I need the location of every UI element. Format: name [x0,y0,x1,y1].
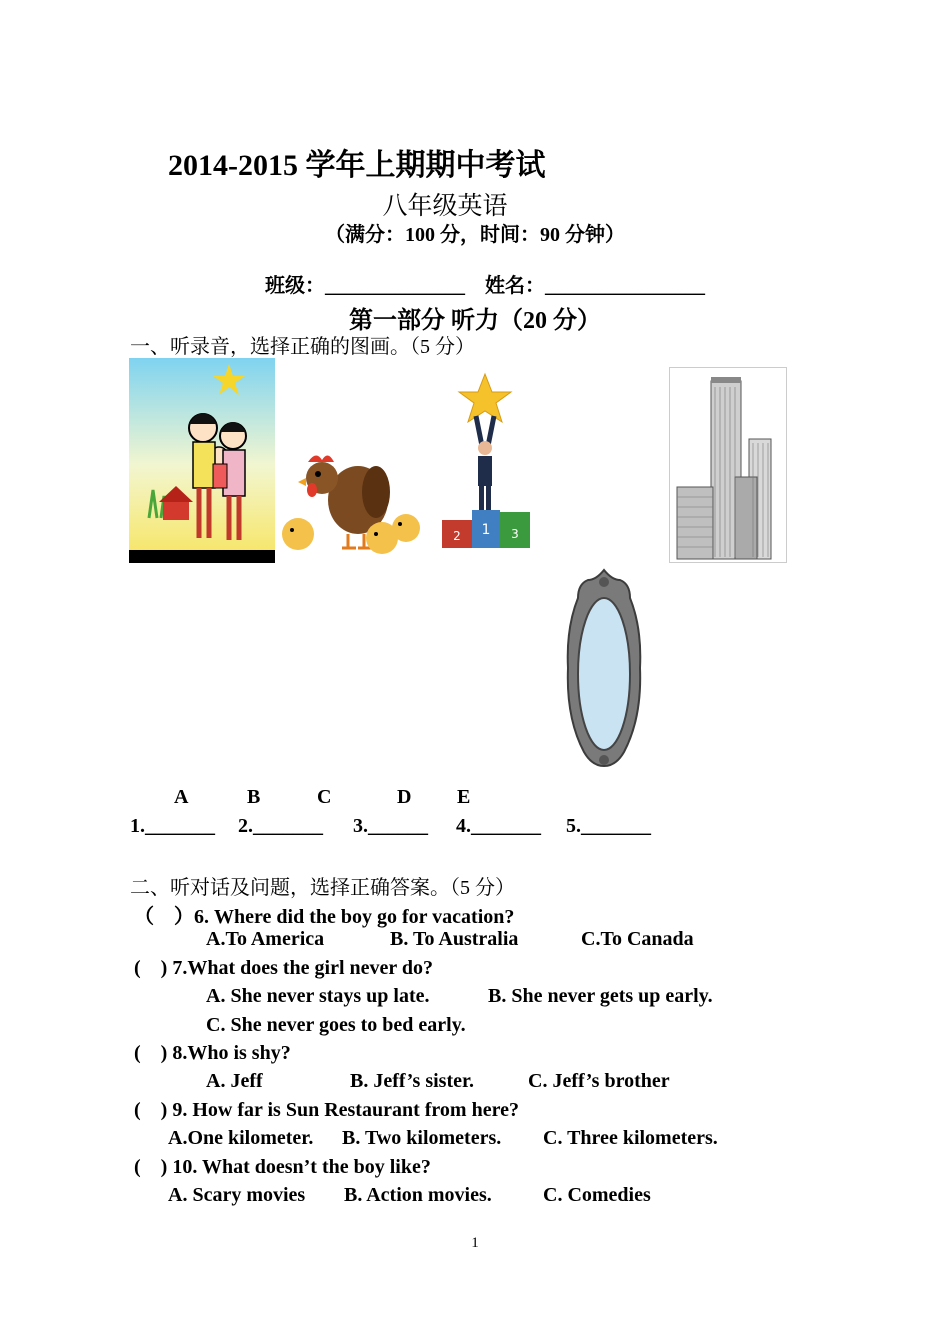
exam-subtitle: 八年级英语 [382,193,508,220]
family-picture-icon [129,358,275,563]
class-blank[interactable]: ______________ [325,275,465,297]
q10-option-a[interactable]: A. Scary movies [168,1184,306,1206]
q7-option-a[interactable]: A. She never stays up late. [206,985,430,1007]
q6-option-a[interactable]: A.To America [206,928,325,950]
winner-podium-icon [440,372,532,548]
hen-and-chicks-icon [278,448,424,560]
student-info-line [255,246,705,298]
q8-option-b[interactable]: B. Jeff’s sister. [350,1070,475,1092]
letter-a: A [174,786,189,808]
page-number: 1 [471,1235,479,1251]
q9-option-c[interactable]: C. Three kilometers. [543,1127,718,1149]
answer-blank-1[interactable]: 1._______ [130,815,215,837]
mirror-icon [562,568,646,768]
name-label: 姓名： [485,275,545,297]
q6-option-b[interactable]: B. To Australia [390,928,519,950]
svg-text:3: 3 [511,527,519,541]
q8-option-a[interactable]: A. Jeff [206,1070,263,1092]
part1-heading: 第一部分 听力（20 分） [349,308,601,334]
exam-info: （满分：100 分，时间：90 分钟） [325,224,625,246]
section1-heading: 一、听录音，选择正确的图画。（5 分） [130,336,475,358]
question-9: ( ) 9. How far is Sun Restaurant from here? [134,1099,519,1121]
q7-option-c[interactable]: C. She never goes to bed early. [206,1014,466,1036]
q6-option-c[interactable]: C.To Canada [581,928,694,950]
q9-option-a[interactable]: A.One kilometer. [168,1127,314,1149]
skyscrapers-icon [669,367,787,563]
q10-option-b[interactable]: B. Action movies. [344,1184,492,1206]
answer-blank-4[interactable]: 4._______ [456,815,541,837]
question-6: （ ）6. Where did the boy go for vacation? [134,906,515,928]
section2-heading: 二、听对话及问题，选择正确答案。（5 分） [130,877,515,899]
question-10: ( ) 10. What doesn’t the boy like? [134,1156,431,1178]
answer-blank-3[interactable]: 3.______ [353,815,428,837]
letter-b: B [247,786,261,808]
name-blank[interactable]: ________________ [545,275,705,297]
answer-blank-5[interactable]: 5._______ [566,815,651,837]
q10-option-c[interactable]: C. Comedies [543,1184,651,1206]
q7-option-b[interactable]: B. She never gets up early. [488,985,713,1007]
letter-c: C [317,786,332,808]
answer-blank-2[interactable]: 2._______ [238,815,323,837]
question-8: ( ) 8.Who is shy? [134,1042,291,1064]
q8-option-c[interactable]: C. Jeff’s brother [528,1070,670,1092]
svg-text:1: 1 [481,522,491,538]
class-label: 班级： [265,275,325,297]
letter-e: E [457,786,471,808]
svg-text:2: 2 [453,529,461,543]
question-7: ( ) 7.What does the girl never do? [134,957,434,979]
letter-d: D [397,786,412,808]
q9-option-b[interactable]: B. Two kilometers. [342,1127,502,1149]
exam-title: 2014-2015 学年上期期中考试 [168,149,546,182]
